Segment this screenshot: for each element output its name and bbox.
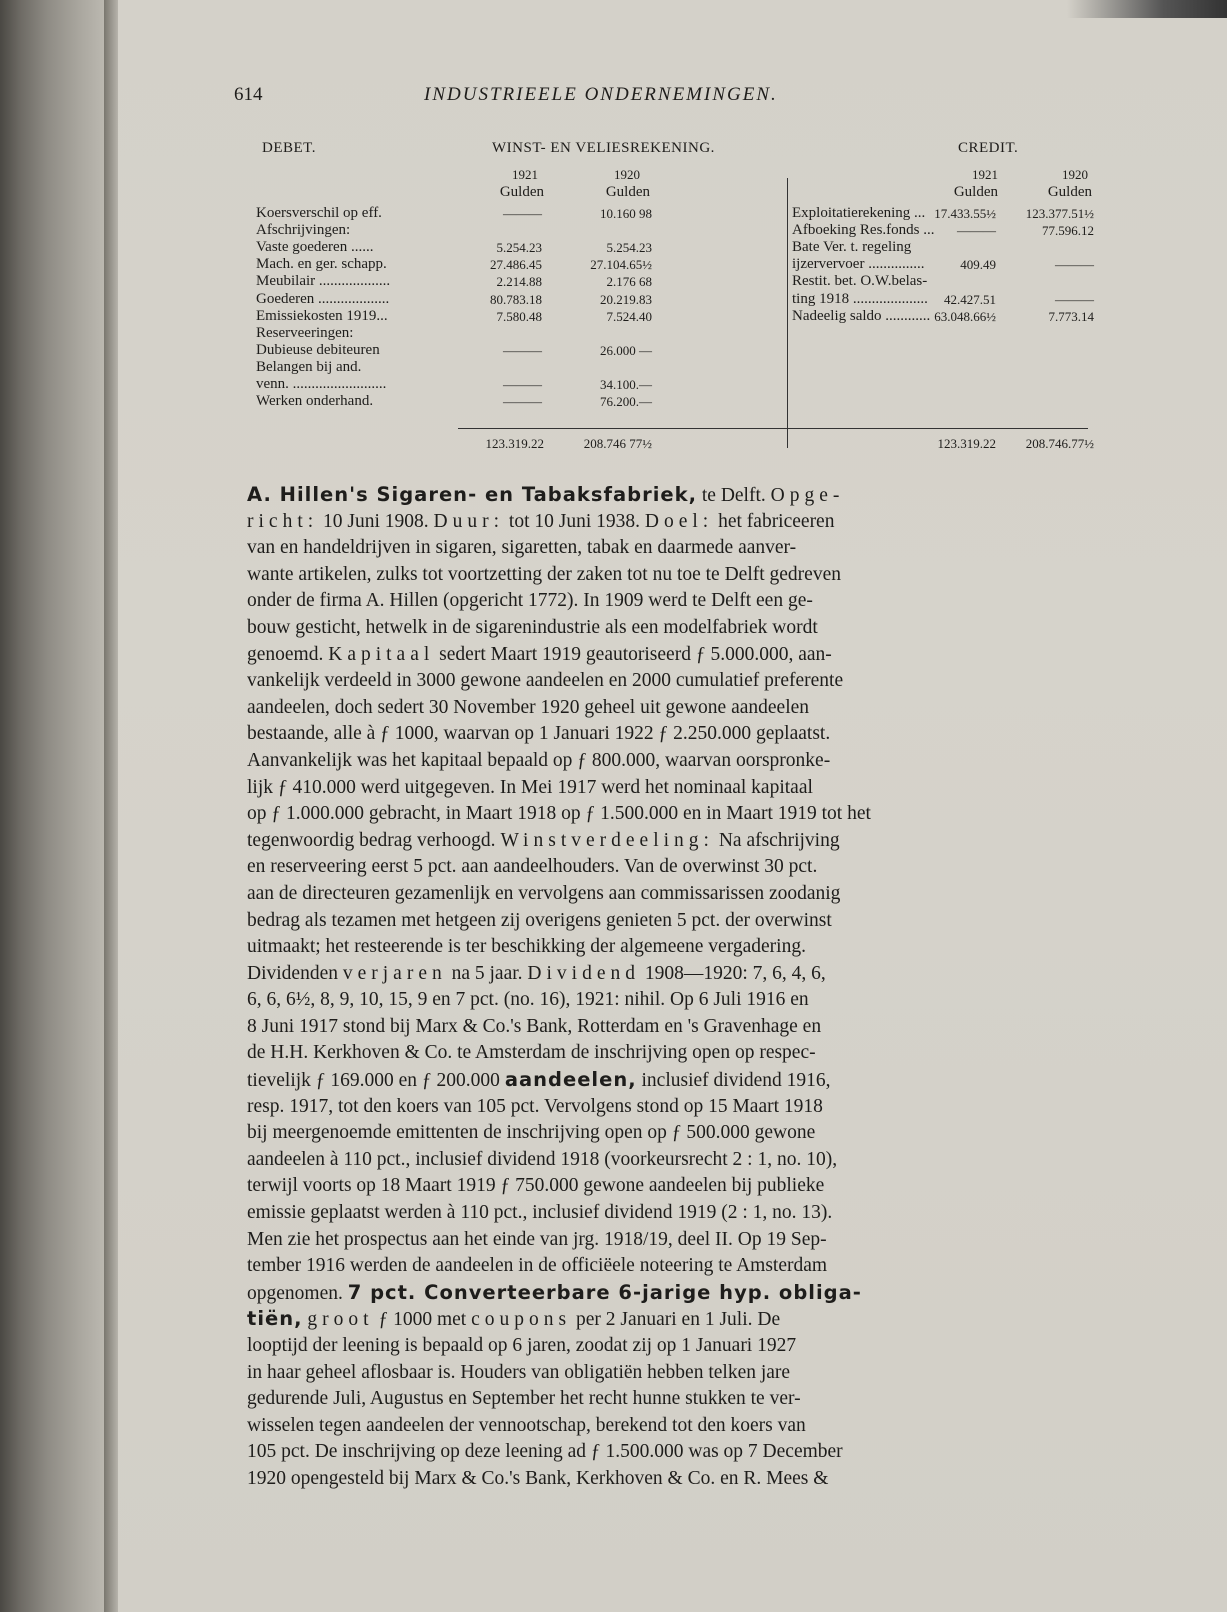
- text-run: genoemd.: [247, 643, 329, 665]
- debit-value-1921: ———: [503, 377, 542, 392]
- spaced-keyword: Doel:: [644, 510, 714, 532]
- text-run: Men zie het prospectus aan het einde van jrg. 1918/19, deel II. Op 19 Sep-: [247, 1228, 827, 1250]
- credit-row-label: Nadeelig saldo ............: [792, 307, 931, 324]
- debit-value-1921: 27.486.45: [490, 257, 542, 273]
- text-line: [247, 1360, 1193, 1387]
- bold-heading-text: aandeelen,: [504, 1068, 637, 1092]
- text-line: [247, 1147, 1193, 1174]
- credit-value-1921: 409.49: [960, 257, 996, 273]
- text-line: [247, 801, 1193, 828]
- text-line: [247, 509, 1193, 536]
- text-run: vankelijk verdeeld in 3000 gewone aandeelen en 2000 cumulatief preferente: [247, 670, 844, 692]
- credit-row-label: Restit. bet. O.W.belas-: [792, 273, 928, 290]
- text-run: Dividenden: [247, 962, 343, 984]
- debit-row-label: Vaste goederen ......: [256, 239, 374, 256]
- credit-heading: CREDIT.: [958, 140, 1019, 156]
- text-run: 1920 opengesteld bij Marx & Co.'s Bank, Kerkhoven & Co. en R. Mees &: [247, 1467, 829, 1489]
- credit-value-1920: ———: [1055, 291, 1094, 307]
- text-run: in haar geheel aflosbaar is. Houders van obligatiën hebben telken jare: [247, 1361, 791, 1383]
- text-line: [247, 1439, 1193, 1466]
- text-line: [247, 482, 1193, 509]
- spaced-keyword: verjaren: [342, 962, 447, 984]
- debit-unit-1920: Gulden: [605, 184, 650, 200]
- text-line: [247, 562, 1193, 589]
- debit-value-1920: 20.219.83: [600, 291, 652, 307]
- text-line: [247, 1333, 1193, 1360]
- spaced-keyword: groot: [307, 1309, 374, 1331]
- running-header: [118, 84, 1227, 114]
- company-entry-text: [247, 482, 1193, 1493]
- debit-row-label: Reserveeringen:: [256, 324, 354, 341]
- text-run: van en handeldrijven in sigaren, sigaretten, tabak en daarmede aanver-: [247, 537, 797, 559]
- text-run: inclusief dividend 1916,: [636, 1070, 831, 1092]
- text-run: terwijl voorts op 18 Maart 1919 ƒ 750.000 gewone aandeelen bij publieke: [247, 1175, 825, 1197]
- text-line: [247, 1306, 1193, 1333]
- text-line: [247, 881, 1193, 908]
- credit-value-1920: 7.773.14: [1048, 308, 1094, 324]
- text-line: [247, 748, 1193, 775]
- debit-value-1920: 7.524.40: [606, 308, 652, 324]
- credit-year-1920: 1920: [1062, 167, 1088, 182]
- debit-row-label: Belangen bij and.: [256, 358, 362, 375]
- debit-total-1920: 208.746 77½: [583, 436, 652, 451]
- text-line: [247, 1227, 1193, 1254]
- text-line: [247, 1413, 1193, 1440]
- text-line: [247, 1253, 1193, 1280]
- debit-total-1921: 123.319.22: [485, 436, 544, 451]
- text-run: aan de directeuren gezamenlijk en vervolgens aan commissarissen zoodanig: [247, 882, 841, 904]
- debit-row-label: Meubilair ...................: [256, 273, 391, 290]
- spaced-keyword: coupons: [471, 1309, 572, 1331]
- debit-heading: DEBET.: [262, 140, 316, 156]
- text-line: [247, 1173, 1193, 1200]
- debit-value-1921: 80.783.18: [490, 291, 542, 307]
- credit-total-1920: 208.746.77½: [1025, 436, 1094, 451]
- debit-row-label: Koersverschil op eff.: [256, 205, 382, 221]
- text-run: Na afschrijving: [713, 829, 840, 851]
- bold-heading-text: 7 pct. Converteerbare 6-jarige hyp. obliga-: [347, 1280, 862, 1304]
- text-run: 8 Juni 1917 stond bij Marx & Co.'s Bank, Rotterdam en 's Gravenhage en: [247, 1015, 822, 1037]
- text-run: per 2 Januari en 1 Juli. De: [571, 1309, 781, 1331]
- text-run: sedert Maart 1919 geautoriseerd ƒ 5.000.000, aan-: [434, 643, 832, 665]
- text-run: op ƒ 1.000.000 gebracht, in Maart 1918 op ƒ 1.500.000 en in Maart 1919 tot het: [247, 803, 871, 825]
- text-run: 6, 6, 6½, 8, 9, 10, 15, 9 en 7 pct. (no. 16), 1921: nihil. Op 6 Juli 1916 en: [247, 989, 809, 1011]
- text-run: wisselen tegen aandeelen der vennootschap, berekend tot den koers van: [247, 1414, 806, 1436]
- spaced-keyword: Opge-: [770, 485, 845, 506]
- debit-unit-1921: Gulden: [499, 184, 544, 200]
- spaced-keyword: richt:: [247, 510, 319, 532]
- text-run: 105 pct. De inschrijving op deze leening ad ƒ 1.500.000 was op 7 December: [247, 1441, 843, 1463]
- debit-row-label: Mach. en ger. schapp.: [256, 256, 387, 273]
- text-run: opgenomen.: [247, 1282, 348, 1304]
- text-line: [247, 1466, 1193, 1493]
- text-line: [247, 535, 1193, 562]
- text-line: [247, 1067, 1193, 1094]
- debit-value-1921: 2.214.88: [496, 274, 542, 290]
- text-run: bouw gesticht, hetwelk in de sigarenindustrie als een modelfabriek wordt: [247, 616, 818, 638]
- running-title: INDUSTRIEELE ONDERNEMINGEN.: [424, 84, 778, 105]
- text-run: emissie geplaatst werden à 110 pct., inclusief dividend 1919 (2 : 1, no. 13).: [247, 1202, 833, 1224]
- text-line: [247, 642, 1193, 669]
- debit-value-1920: 26.000 —: [600, 342, 652, 358]
- text-line: [247, 615, 1193, 642]
- text-run: onder de firma A. Hillen (opgericht 1772). In 1909 werd te Delft een ge-: [247, 590, 813, 612]
- debit-row-label: Emissiekosten 1919...: [256, 307, 388, 324]
- debit-value-1921: ———: [503, 394, 542, 410]
- debit-row-label: Dubieuse debiteuren: [256, 341, 380, 358]
- debit-value-1920: 34.100.—: [600, 377, 652, 392]
- text-run: tievelijk ƒ 169.000 en ƒ 200.000: [247, 1070, 505, 1092]
- spaced-keyword: Kapitaal: [328, 643, 435, 665]
- debit-row-label: venn. .........................: [256, 376, 387, 392]
- credit-row-label: Exploitatierekening ...: [792, 205, 926, 221]
- debit-value-1920: 27.104.65½: [590, 257, 652, 273]
- credit-row-label: Bate Ver. t. regeling: [792, 239, 912, 256]
- text-run: 1908—1920: 7, 6, 4, 6,: [640, 962, 826, 984]
- text-run: resp. 1917, tot den koers van 105 pct. Vervolgens stond op 15 Maart 1918: [247, 1095, 823, 1117]
- text-line: [247, 1014, 1193, 1041]
- text-run: tot 10 Juni 1938.: [504, 510, 645, 532]
- text-line: [247, 775, 1193, 802]
- text-run: wante artikelen, zulks tot voortzetting der zaken tot nu toe te Delft gedreven: [247, 563, 841, 585]
- text-line: [247, 1386, 1193, 1413]
- text-line: [247, 908, 1193, 935]
- debit-value-1921: 7.580.48: [496, 308, 542, 324]
- page-number: 614: [234, 84, 263, 105]
- text-line: [247, 828, 1193, 855]
- credit-row-label: ting 1918 ....................: [792, 290, 928, 307]
- book-page: [118, 0, 1227, 1612]
- total-rule: [458, 428, 1088, 429]
- debit-value-1921: ———: [503, 342, 542, 358]
- text-run: bij meergenoemde emittenten de inschrijving open op ƒ 500.000 gewone: [247, 1122, 816, 1144]
- credit-row-label: ijzervervoer ...............: [792, 256, 925, 273]
- text-run: aandeelen, doch sedert 30 November 1920 geheel uit gewone aandeelen: [247, 696, 810, 718]
- debit-value-1920: 5.254.23: [606, 240, 652, 256]
- debit-value-1920: 10.160 98: [600, 206, 652, 221]
- text-run: gedurende Juli, Augustus en September het recht hunne stukken te ver-: [247, 1388, 801, 1410]
- text-line: [247, 1120, 1193, 1147]
- text-run: na 5 jaar.: [446, 962, 528, 984]
- column-divider: [787, 178, 788, 448]
- bold-heading-text: tiën,: [247, 1307, 303, 1331]
- credit-unit-1921: Gulden: [953, 184, 998, 200]
- credit-year-1921: 1921: [972, 167, 998, 182]
- credit-value-1920: 77.596.12: [1042, 223, 1094, 239]
- text-line: [247, 721, 1193, 748]
- statement-title: WINST- EN VELIESREKENING.: [492, 140, 715, 156]
- text-line: [247, 961, 1193, 988]
- debit-row-label: Afschrijvingen:: [256, 222, 351, 239]
- text-run: Aanvankelijk was het kapitaal bepaald op ƒ 800.000, waarvan oorspronke-: [247, 749, 831, 771]
- text-line: [247, 1280, 1193, 1307]
- text-line: [247, 588, 1193, 615]
- text-run: en reserveering eerst 5 pct. aan aandeelhouders. Van de overwinst 30 pct.: [247, 856, 818, 878]
- text-line: [247, 695, 1193, 722]
- text-line: [247, 1200, 1193, 1227]
- debit-year-1921: 1921: [512, 167, 538, 182]
- debit-value-1920: 2.176 68: [606, 274, 652, 290]
- spaced-keyword: Duur:: [433, 510, 505, 532]
- page-edge-shadow: [104, 0, 118, 1612]
- credit-row-label: Afboeking Res.fonds ...: [792, 222, 935, 239]
- spaced-keyword: Winstverdeeling:: [500, 829, 714, 851]
- debit-value-1921: ———: [503, 206, 542, 221]
- debit-value-1920: 76.200.—: [600, 394, 652, 410]
- text-line: [247, 668, 1193, 695]
- text-run: ƒ 1000 met: [373, 1309, 472, 1331]
- debit-row-label: Werken onderhand.: [256, 393, 374, 410]
- text-line: [247, 854, 1193, 881]
- credit-value-1921: ———: [957, 223, 996, 239]
- text-line: [247, 1094, 1193, 1121]
- scan-artifact: [1067, 0, 1227, 18]
- text-run: aandeelen à 110 pct., inclusief dividend 1918 (voorkeursrecht 2 : 1, no. 10),: [247, 1148, 838, 1170]
- credit-value-1920: 123.377.51½: [1025, 206, 1094, 221]
- credit-unit-1920: Gulden: [1047, 184, 1092, 200]
- text-run: lijk ƒ 410.000 werd uitgegeven. In Mei 1917 werd het nominaal kapitaal: [247, 776, 813, 798]
- debit-year-1920: 1920: [614, 167, 640, 182]
- text-line: [247, 1040, 1193, 1067]
- credit-value-1921: 17.433.55½: [934, 206, 996, 221]
- bold-heading-text: A. Hillen's Sigaren- en Tabaksfabriek,: [247, 483, 697, 506]
- credit-value-1920: ———: [1055, 257, 1094, 273]
- text-run: het fabriceeren: [713, 510, 835, 532]
- text-line: [247, 934, 1193, 961]
- text-run: de H.H. Kerkhoven & Co. te Amsterdam de inschrijving open op respec-: [247, 1042, 816, 1064]
- debit-row-label: Goederen ...................: [256, 290, 390, 307]
- text-run: tegenwoordig bedrag verhoogd.: [247, 829, 501, 851]
- text-line: [247, 987, 1193, 1014]
- text-run: looptijd der leening is bepaald op 6 jaren, zoodat zij op 1 Januari 1927: [247, 1335, 797, 1356]
- credit-value-1921: 42.427.51: [944, 291, 996, 307]
- text-run: bestaande, alle à ƒ 1000, waarvan op 1 Januari 1922 ƒ 2.250.000 geplaatst.: [247, 723, 831, 745]
- text-run: 10 Juni 1908.: [318, 510, 434, 532]
- text-run: bedrag als tezamen met hetgeen zij overigens genieten 5 pct. der overwinst: [247, 909, 832, 931]
- credit-total-1921: 123.319.22: [937, 436, 996, 451]
- text-run: uitmaakt; het resteerende is ter beschikking der algemeene vergadering.: [247, 936, 806, 958]
- text-run: tember 1916 werden de aandeelen in de officiëele noteering te Amsterdam: [247, 1255, 828, 1277]
- text-run: te Delft.: [697, 485, 771, 506]
- credit-value-1921: 63.048.66½: [934, 308, 996, 324]
- spaced-keyword: Dividend: [527, 962, 640, 984]
- debit-value-1921: 5.254.23: [496, 240, 542, 256]
